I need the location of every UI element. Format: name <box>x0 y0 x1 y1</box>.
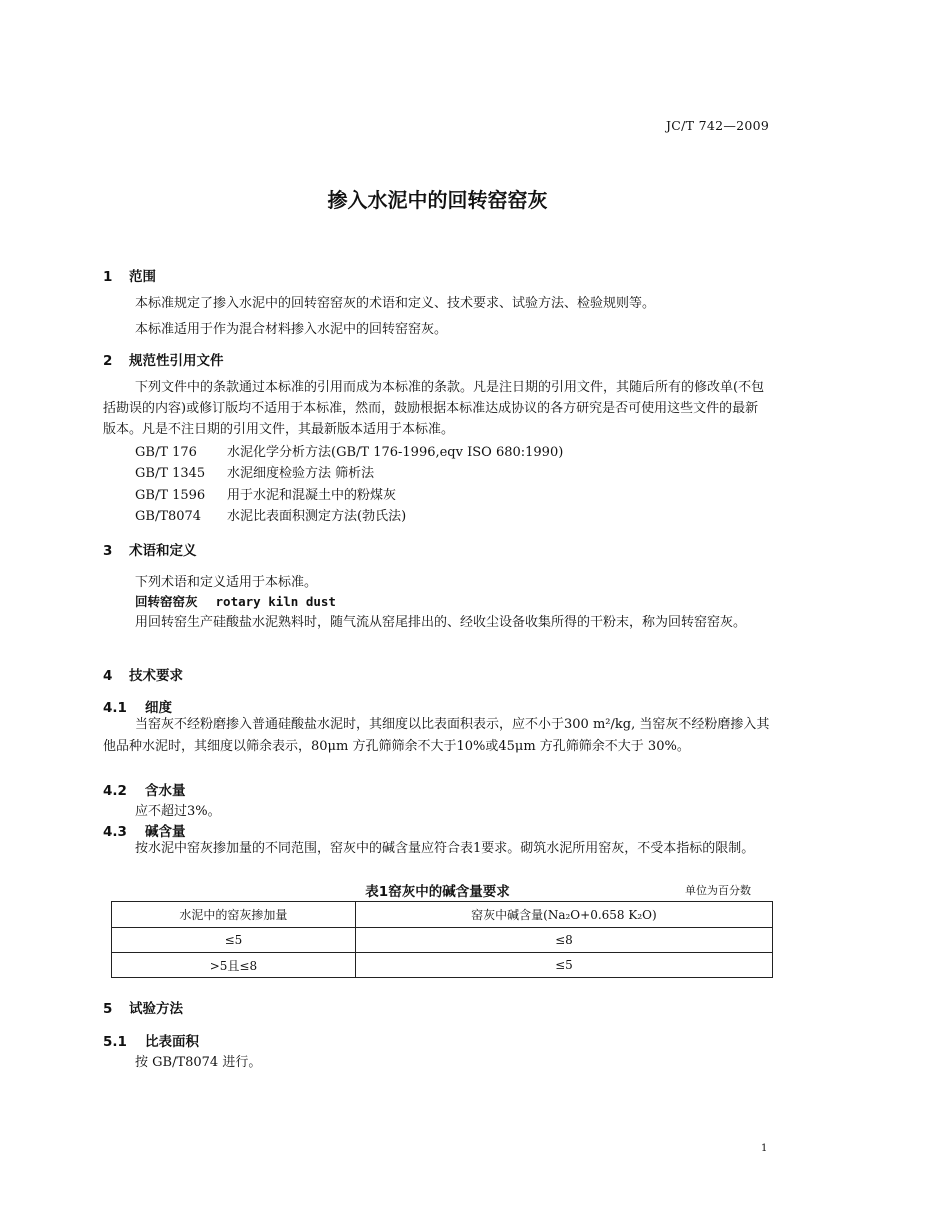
reference-name: 水泥化学分析方法(GB/T 176-1996,eqv ISO 680:1990) <box>227 445 564 460</box>
document-title: 掺入水泥中的回转窑窑灰 <box>327 188 548 212</box>
reference-item <box>135 441 563 460</box>
table-header-row <box>112 902 773 928</box>
table-header-cell: 窑灰中碱含量(Na₂O+0.658 K₂O) <box>355 902 772 928</box>
subsection-4-2-heading <box>103 779 186 799</box>
table-cell: ≤5 <box>355 953 772 978</box>
section-title: 规范性引用文件 <box>129 353 224 369</box>
reference-code: GB/T 1345 <box>135 466 206 481</box>
subsection-title: 细度 <box>145 700 172 716</box>
standard-number: JC/T 742—2009 <box>666 118 770 133</box>
reference-item <box>135 462 374 481</box>
subsection-title: 含水量 <box>145 783 186 799</box>
section-title: 范围 <box>129 269 156 285</box>
section-title: 术语和定义 <box>129 543 197 559</box>
subsection-number: 4.2 <box>103 783 127 799</box>
section-title: 技术要求 <box>129 668 183 684</box>
section-4-heading <box>103 664 183 684</box>
section-number: 5 <box>103 1001 113 1017</box>
section-number: 1 <box>103 269 113 285</box>
term-chinese: 回转窑窑灰 <box>135 594 198 609</box>
section-3-heading <box>103 539 197 559</box>
subsection-5-1-text: 按 GB/T8074 进行。 <box>135 1055 262 1070</box>
subsection-5-1-heading <box>103 1030 199 1050</box>
subsection-number: 4.1 <box>103 700 127 716</box>
section-1-paragraph-2: 本标准适用于作为混合材料掺入水泥中的回转窑窑灰。 <box>135 322 448 337</box>
section-number: 4 <box>103 668 113 684</box>
reference-name: 用于水泥和混凝土中的粉煤灰 <box>227 488 397 503</box>
table-cell: >5且≤8 <box>112 953 356 978</box>
page-number: 1 <box>761 1143 768 1154</box>
term-definition: 用回转窑生产硅酸盐水泥熟料时，随气流从窑尾排出的、经收尘设备收集所得的干粉末，称为回转窑窑灰。 <box>135 615 747 630</box>
subsection-number: 5.1 <box>103 1034 127 1050</box>
table-row <box>112 953 773 978</box>
subsection-title: 碱含量 <box>145 824 186 840</box>
table-unit-note: 单位为百分数 <box>685 884 751 897</box>
reference-code: GB/T 1596 <box>135 488 206 503</box>
section-number: 3 <box>103 543 113 559</box>
section-number: 2 <box>103 353 113 369</box>
reference-code: GB/T8074 <box>135 509 202 524</box>
table-row <box>112 928 773 953</box>
section-2-intro: 下列文件中的条款通过本标准的引用而成为本标准的条款。凡是注日期的引用文件，其随后所有的修改单(不包括勘误的内容)或修订版均不适用于本标准，然而，鼓励根据本标准达成协议的各方研究是否可使用这些文件的最新版本。凡是不注日期的引用文件，其最新版本适用于本标准。 <box>103 380 765 437</box>
reference-item <box>135 505 406 524</box>
section-2-heading <box>103 349 224 369</box>
term-entry <box>135 592 336 610</box>
section-1-paragraph-1: 本标准规定了掺入水泥中的回转窑窑灰的术语和定义、技术要求、试验方法、检验规则等。 <box>135 296 656 311</box>
reference-item <box>135 484 396 503</box>
subsection-4-3-heading <box>103 820 186 840</box>
section-3-intro: 下列术语和定义适用于本标准。 <box>135 575 318 590</box>
reference-name: 水泥比表面积测定方法(勃氏法) <box>227 509 407 524</box>
subsection-4-1-text: 当窑灰不经粉磨掺入普通硅酸盐水泥时，其细度以比表面积表示，应不小于300 m²/kg, 当窑灰不经粉磨掺入其他品种水泥时，其细度以筛余表示，80μm 方孔筛筛余不大于10%或45μm 方孔筛筛余不大于 30%。 <box>103 717 770 754</box>
subsection-number: 4.3 <box>103 824 127 840</box>
table-cell: ≤5 <box>112 928 356 953</box>
table-header-cell: 水泥中的窑灰掺加量 <box>112 902 356 928</box>
subsection-title: 比表面积 <box>145 1034 199 1050</box>
term-english: rotary kiln dust <box>215 594 336 609</box>
reference-code: GB/T 176 <box>135 445 197 460</box>
section-title: 试验方法 <box>129 1001 183 1017</box>
alkali-content-table <box>111 901 773 978</box>
section-5-heading <box>103 997 183 1017</box>
subsection-4-1-heading <box>103 696 172 716</box>
table-caption: 表1窑灰中的碱含量要求 <box>365 884 510 900</box>
subsection-4-2-text: 应不超过3%。 <box>135 804 221 819</box>
table-cell: ≤8 <box>355 928 772 953</box>
reference-name: 水泥细度检验方法 筛析法 <box>227 466 375 481</box>
section-1-heading <box>103 265 156 285</box>
subsection-4-3-text: 按水泥中窑灰掺加量的不同范围，窑灰中的碱含量应符合表1要求。砌筑水泥所用窑灰，不受本指标的限制。 <box>135 841 755 856</box>
